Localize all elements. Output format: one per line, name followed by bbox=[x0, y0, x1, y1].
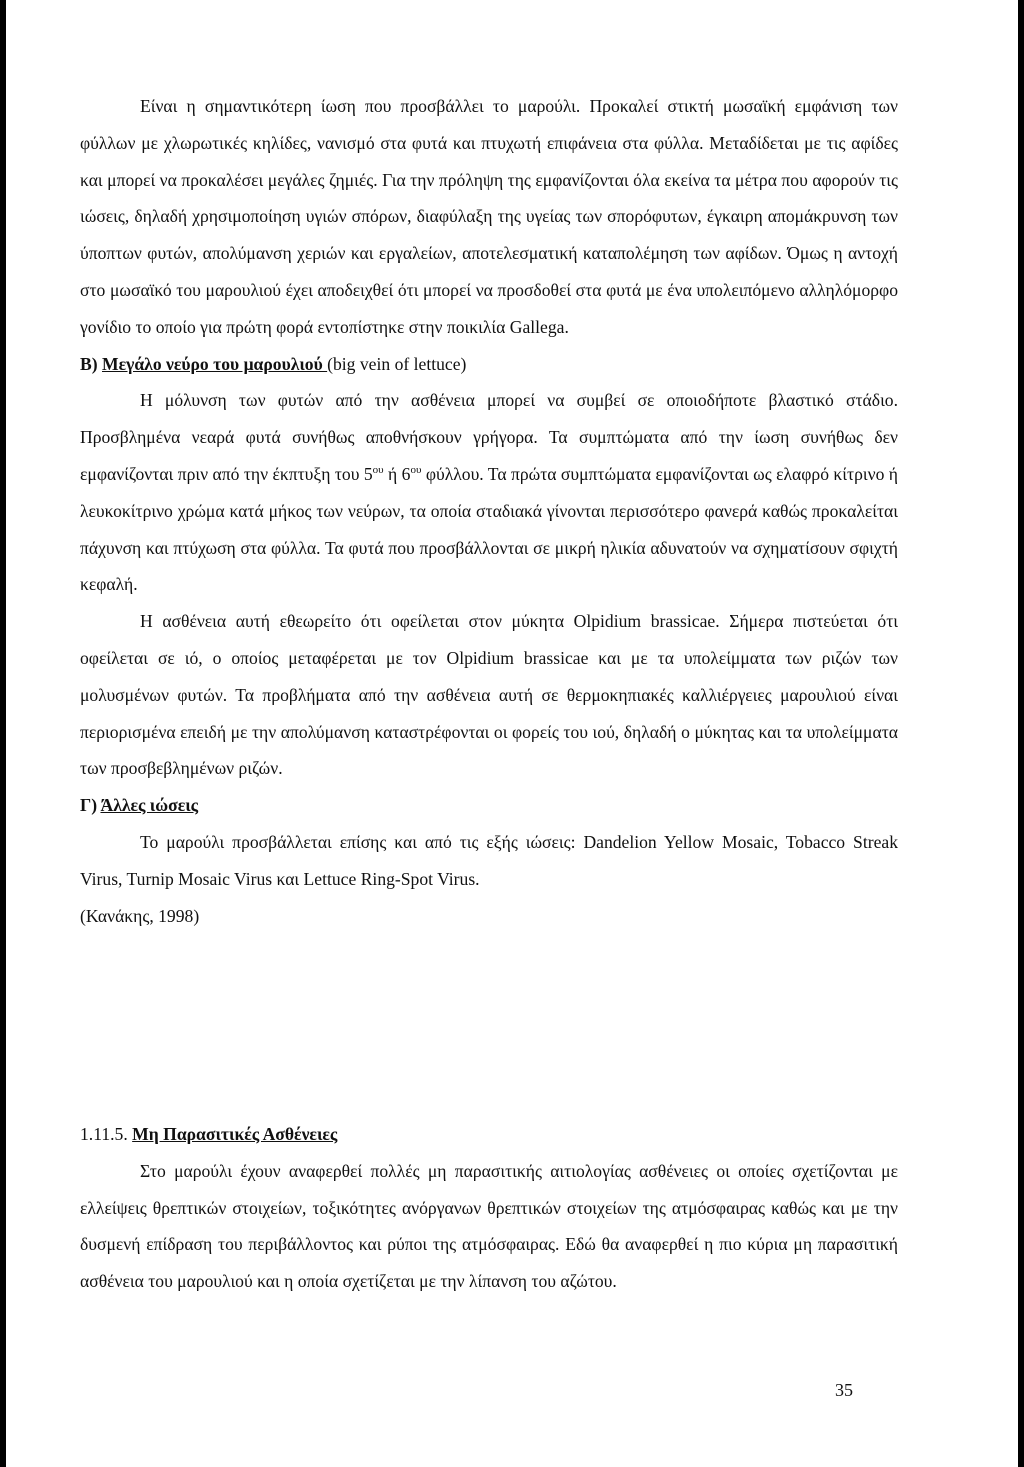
p2-text-b: ή 6 bbox=[383, 463, 411, 484]
section-title: Μη Παρασιτικές Ασθένειες bbox=[132, 1124, 338, 1144]
paragraph-other-viruses: Το μαρούλι προσβάλλεται επίσης και από τις εξής ιώσεις: Dandelion Yellow Mosaic, Tobacco Streak Virus, Turnip Mosaic Virus και Lettuce Ring-Spot Virus. bbox=[80, 831, 898, 889]
scan-border-left bbox=[0, 0, 6, 1467]
heading-c-label: Γ) bbox=[80, 795, 101, 816]
heading-big-vein bbox=[80, 346, 898, 383]
heading-b-label: Β) bbox=[80, 353, 102, 374]
heading-other-viruses bbox=[80, 787, 898, 824]
heading-b-english: (big vein of lettuce) bbox=[327, 353, 467, 374]
page-number: 35 bbox=[835, 1380, 853, 1400]
paragraph-big-vein-symptoms bbox=[80, 382, 898, 603]
main-text-block bbox=[80, 88, 898, 934]
p2-text-a: Η μόλυνση των φυτών από την ασθένεια μπορεί να συμβεί σε οποιοδήποτε βλαστικό στάδιο. Προσβλημένα νεαρά φυτά συνήθως αποθνήσκουν γρήγορα. Τα συμπτώματα από την ίωση συνήθως δεν εμφανίζονται πριν από την έκπτυξη του 5 bbox=[80, 390, 898, 484]
heading-c-title: Άλλες ιώσεις bbox=[100, 795, 199, 816]
heading-b-title: Μεγάλο νεύρο του μαρουλιού bbox=[102, 353, 328, 374]
scan-border-right bbox=[1018, 0, 1024, 1467]
paragraph-lettuce-mosaic: Είναι η σημαντικότερη ίωση που προσβάλλει το μαρούλι. Προκαλεί στικτή μωσαϊκή εμφάνιση των φύλλων με χλωρωτικές κηλίδες, νανισμό στα φυτά και πτυχωτή επιφάνεια στα φύλλα. Μεταδίδεται με τις αφίδες και μπορεί να προκαλέσει μεγάλες ζημιές. Για την πρόληψη της εμφανίζονται όλα εκείνα τα μέτρα που αφορούν τις ιώσεις, δηλαδή χρησιμοποίηση υγιών σπόρων, διαφύλαξη της υγείας των σπορόφυτων, έγκαιρη απομάκρυνση των ύποπτων φυτών, απολύμανση χεριών και εργαλείων, αποτελεσματική καταπολέμηση των αφίδων. Όμως η αντοχή στο μωσαϊκό του μαρουλιού έχει αποδειχθεί ότι μπορεί να προσδοθεί στα φυτά με ένα υπολειπόμενο αλληλόμορφο γονίδιο το οποίο για πρώτη φορά εντοπίστηκε στην ποικιλία Gallega. bbox=[80, 96, 898, 337]
p2-sup-2: ου bbox=[410, 464, 422, 477]
p2-text-c: φύλλου. Τα πρώτα συμπτώματα εμφανίζονται ως ελαφρό κίτρινο ή λευκοκίτρινο χρώμα κατά μήκος των νεύρων, τα οποία σταδιακά γίνονται περισσότερο φανερά καθώς προκαλείται πάχυνση και πτύχωση στα φύλλα. Τα φυτά που προσβάλλονται σε μικρή ηλικία αδυνατούν να σχηματίσουν σφιχτή κεφαλή. bbox=[80, 463, 898, 595]
section-non-parasitic bbox=[80, 1116, 898, 1300]
section-body: Στο μαρούλι έχουν αναφερθεί πολλές μη παρασιτικής αιτιολογίας ασθένειες οι οποίες σχετίζονται με ελλείψεις θρεπτικών στοιχείων, τοξικότητες ανόργανων θρεπτικών στοιχείων της ατμόσφαιρας καθώς και με την δυσμενή επίδραση του περιβάλλοντος και ρύποι της ατμόσφαιρας. Εδώ θα αναφερθεί η πιο κύρια μη παρασιτική ασθένεια του μαρουλιού και η οποία σχετίζεται με την λίπανση του αζώτου. bbox=[80, 1160, 898, 1292]
section-heading bbox=[80, 1116, 898, 1153]
p2-sup-1: ου bbox=[372, 464, 384, 477]
section-number: 1.11.5. bbox=[80, 1124, 133, 1144]
paragraph-big-vein-cause: Η ασθένεια αυτή εθεωρείτο ότι οφείλεται στον μύκητα Olpidium brassicae. Σήμερα πιστεύεται ότι οφείλεται σε ιό, ο οποίος μεταφέρεται με τον Olpidium brassicae και με τα υπολείμματα των ριζών των μολυσμένων φυτών. Τα προβλήματα από την ασθένεια αυτή σε θερμοκηπιακές καλλιέργειες μαρουλιού είναι περιορισμένα επειδή με την απολύμανση καταστρέφονται οι φορείς του ιού, δηλαδή ο μύκητας και τα υπολείμματα των προσβεβλημένων ριζών. bbox=[80, 611, 898, 779]
citation: (Κανάκης, 1998) bbox=[80, 905, 200, 926]
